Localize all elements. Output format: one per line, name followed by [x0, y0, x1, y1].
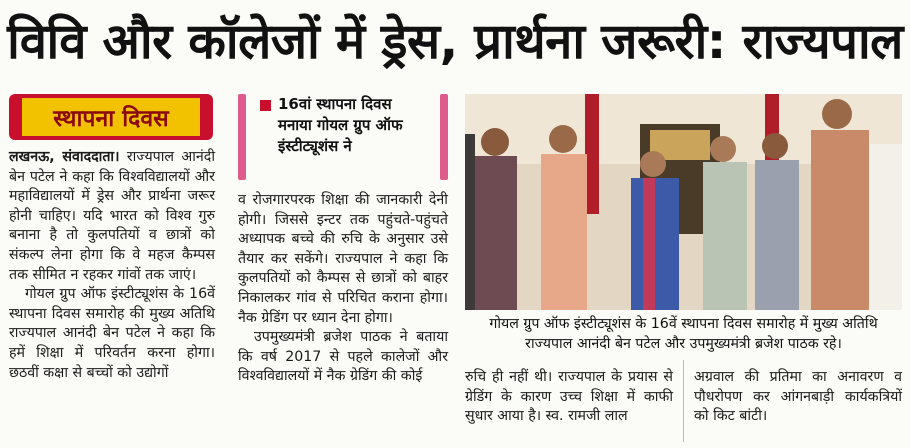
article-paragraph: राज्यपाल आनंदी बेन पटेल ने कहा कि विश्वविद्यालयों और महाविद्यालयों में ड्रेस और प्रार्थना जरूर होनी चाहिए। यदि भारत को विश्व गुरु बनाना है तो कुलपतियों व छात्रों को संकल्प लेना होगा कि वे महज कैम्पस तक सीमित न रहकर गांवों तक जाएं।	[9, 149, 215, 283]
subheadline-box	[238, 94, 448, 180]
subhead-line: इंस्टीट्यूशंस ने	[278, 137, 352, 155]
headline: विवि और कॉलेजों में ड्रेस, प्रार्थना जरूरी: राज्यपाल	[7, 13, 903, 70]
event-photo	[465, 94, 902, 310]
bullet-square-icon	[260, 100, 271, 111]
article-column-2	[238, 191, 448, 387]
article-paragraph: गोयल ग्रुप ऑफ इंस्टीट्यूशंस के 16वें स्थापना दिवस समारोह की मुख्य अतिथि राज्यपाल आनंदी बेन पटेल ने कहा कि हमें शिक्षा में परिवर्तन करना होगा। छठवीं कक्षा से बच्चों को उद्योगों	[9, 286, 215, 381]
dateline: लखनऊ, संवाददाता।	[9, 149, 120, 165]
photo-caption: गोयल ग्रुप ऑफ इंस्टीट्यूशंस के 16वें स्थापना दिवस समारोह में मुख्य अतिथि राज्यपाल आनंदी बेन पटेल और उपमुख्यमंत्री ब्रजेश पाठक रहे।	[489, 316, 878, 352]
subheadline	[278, 94, 438, 157]
subhead-line: 16वां स्थापना दिवस	[278, 95, 392, 113]
article-column-1	[9, 148, 215, 383]
section-banner	[9, 94, 213, 140]
event-photo-illustration	[465, 94, 902, 310]
article-paragraph: व रोजगारपरक शिक्षा की जानकारी देनी होगी। जिससे इन्टर तक पहुंचते-पहुंचते अध्यापक बच्चे की रुचि के अनुसार उसे तैयार कर सकेंगे। राज्यपाल ने कहा कि कुलपतियों को कैम्पस से छात्रों को बाहर निकालकर गांव से परिचित कराना होगा। नैक ग्रेडिंग पर ध्यान देना होगा।	[238, 192, 448, 326]
article-paragraph: रुचि ही नहीं थी। राज्यपाल के प्रयास से ग्रेडिंग के कारण उच्च शिक्षा में काफी सुधार आया है। स्व. रामजी लाल	[465, 369, 673, 425]
subhead-right-bar	[440, 94, 448, 180]
article-column-3	[465, 368, 673, 427]
subhead-line: मनाया गोयल ग्रुप ऑफ	[278, 116, 403, 134]
section-banner-label: स्थापना दिवस	[22, 98, 200, 136]
article-paragraph: उपमुख्यमंत्री ब्रजेश पाठक ने बताया कि वर्ष 2017 से पहले कालेजों और विश्वविद्यालयों में नैक ग्रेडिंग की कोई	[238, 329, 448, 385]
subhead-left-bar	[238, 94, 246, 180]
column-divider	[683, 360, 684, 442]
article-column-4	[694, 368, 902, 427]
article-paragraph: अग्रवाल की प्रतिमा का अनावरण व पौधरोपण कर आंगनबाड़ी कार्यकत्रियों को किट बांटी।	[694, 369, 902, 425]
